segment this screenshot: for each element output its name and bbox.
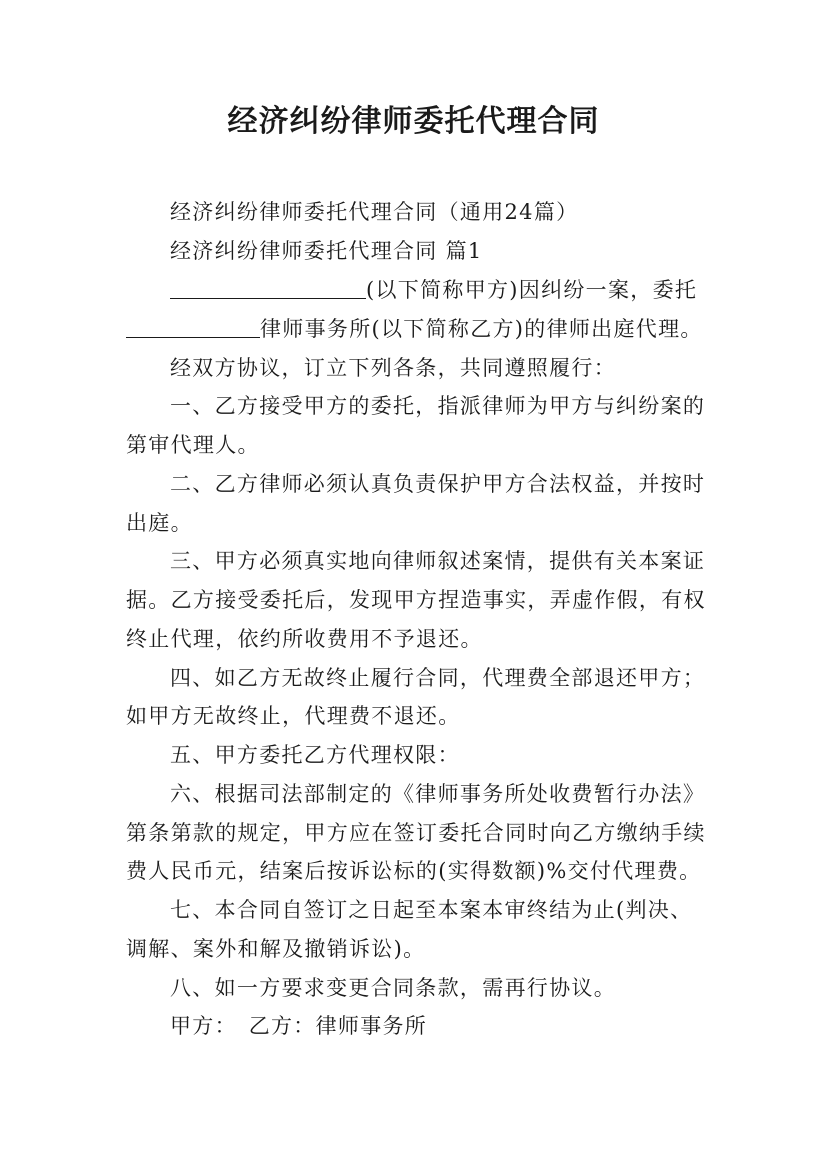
paragraph-line: 四、如乙方无故终止履行合同，代理费全部退还甲方；	[170, 666, 706, 690]
paragraph-line: 第条第款的规定，甲方应在签订委托合同时向乙方缴纳手续	[126, 821, 706, 845]
paragraph-line: 费人民币元，结案后按诉讼标的(实得数额)%交付代理费。	[126, 859, 702, 883]
paragraph-line: 据。乙方接受委托后，发现甲方捏造事实，弄虚作假，有权	[126, 588, 706, 612]
paragraph-line: 三、甲方必须真实地向律师叙述案情，提供有关本案证	[170, 549, 706, 573]
paragraph-line: 八、如一方要求变更合同条款，需再行协议。	[170, 976, 616, 1000]
paragraph-line: 经双方协议，订立下列各条，共同遵照履行：	[170, 356, 616, 380]
paragraph-line: 终止代理，依约所收费用不予退还。	[126, 627, 483, 651]
paragraph-line: 律师事务所(以下简称乙方)的律师出庭代理。	[126, 314, 716, 344]
subtitle-line: 经济纠纷律师委托代理合同（通用24篇）	[170, 200, 579, 224]
section-heading: 经济纠纷律师委托代理合同 篇1	[170, 239, 483, 263]
paragraph-line: 七、本合同自签订之日起至本案本审终结为止(判决、	[170, 898, 693, 922]
paragraph-line: 六、根据司法部制定的《律师事务所处收费暂行办法》	[170, 782, 706, 806]
paragraph-line: 一、乙方接受甲方的委托，指派律师为甲方与纠纷案的	[170, 394, 706, 418]
paragraph-line: 出庭。	[126, 511, 193, 535]
party-a-blank[interactable]	[170, 278, 366, 299]
paragraph-line: 第审代理人。	[126, 433, 260, 457]
document-title: 经济纠纷律师委托代理合同	[227, 104, 600, 139]
paragraph-line: 调解、案外和解及撤销诉讼)。	[126, 937, 426, 961]
paragraph-line: 五、甲方委托乙方代理权限：	[170, 743, 460, 767]
paragraph-line: 二、乙方律师必须认真负责保护甲方合法权益，并按时	[170, 472, 706, 496]
paragraph-line: (以下简称甲方)因纠纷一案，委托	[170, 275, 716, 305]
paragraph-line: 如甲方无故终止，代理费不退还。	[126, 704, 461, 728]
signature-line: 甲方： 乙方：律师事务所	[170, 1014, 428, 1038]
law-firm-blank[interactable]	[126, 317, 260, 338]
